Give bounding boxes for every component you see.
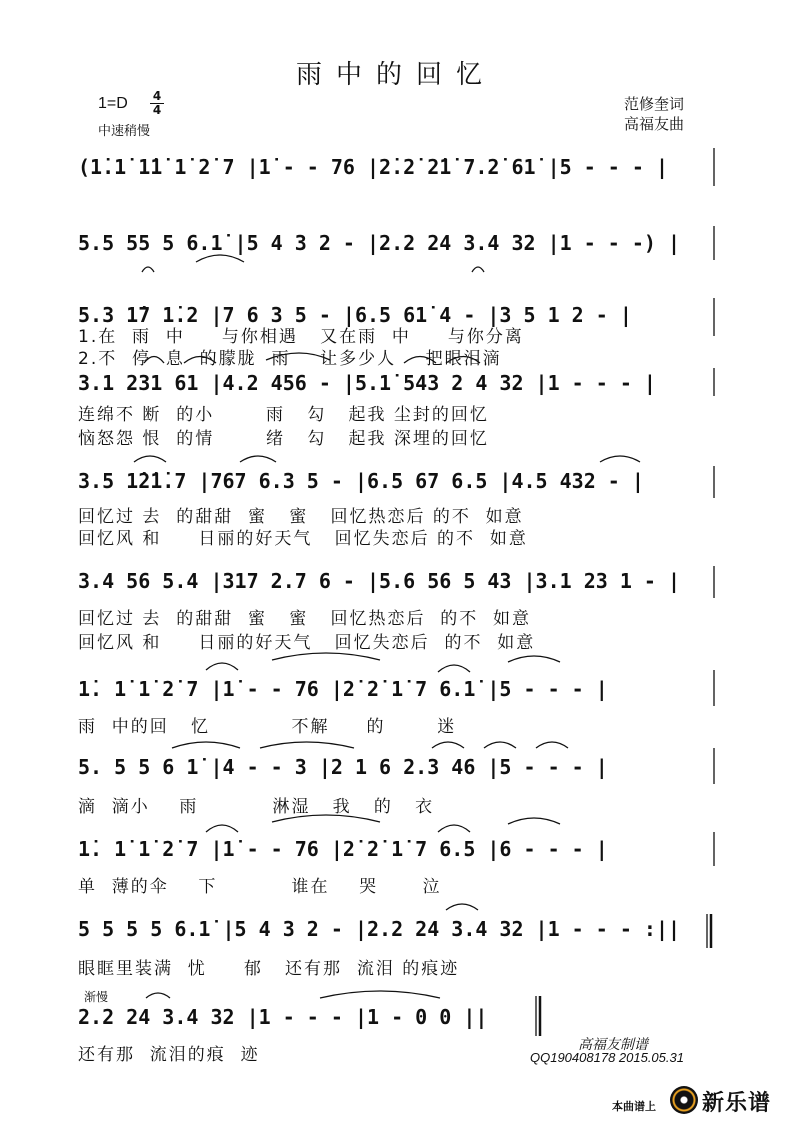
- score-row: 5 5 5 5 6.1̇ |5 4 3 2 - |2.2 24 3.4 32 |1 - - - :||: [78, 917, 681, 941]
- score-row: 3.4 56 5.4 |317 2.7 6 - |5.6 56 5 43 |3.1 23 1 - |: [78, 569, 681, 593]
- lyric-line: 1.在 雨 中 与你相遇 又在雨 中 与你分离: [78, 327, 524, 347]
- score-row: 5.5 55 5 6.1̇ |5 4 3 2 - |2.2 24 3.4 32 |1 - - -) |: [78, 231, 681, 255]
- lyric-line: 回忆过 去 的甜甜 蜜 蜜 回忆热恋后 的不 如意: [78, 507, 524, 527]
- lyric-line: 眼眶里装满 忧 郁 还有那 流泪 的痕迹: [78, 959, 460, 979]
- lyric-line: 恼怒怨 恨 的情 绪 勾 起我 深埋的回忆: [78, 429, 489, 449]
- qq-date: QQ190408178 2015.05.31: [530, 1050, 684, 1065]
- score-row: 1̇. 1̇ 1̇ 2̇ 7 |1̇ - - 76 |2̇ 2̇ 1̇ 7 6.5 |6 - - - |: [78, 837, 608, 861]
- score-row: 5. 5 5 6 1̇ |4 - - 3 |2 1 6 2.3 46 |5 - - - |: [78, 755, 608, 779]
- site-logo-text[interactable]: 新乐谱: [702, 1091, 772, 1116]
- disc-logo-icon: [670, 1086, 698, 1114]
- time-signature-bottom: 4: [150, 103, 164, 117]
- score-row: 3.5 1̇2̇1̇.7 |767 6.3 5 - |6.5 67 6.5 |4.5 432 - |: [78, 469, 644, 493]
- lyric-line: 2.不 停 息 的朦胧 雨 让多少人 把眼泪滴: [78, 349, 502, 369]
- score-row: 3.1 231 61 |4.2 456 - |5.1̇ 543 2 4 32 |1 - - - |: [78, 371, 656, 395]
- score-row: 5.3 1̇7 1̇.2 |7 6 3 5 - |6.5 61̇ 4 - |3 5 1 2 - |: [78, 303, 632, 327]
- page-title: 雨中的回忆: [295, 60, 496, 90]
- lyric-line: 滴 滴小 雨 淋湿 我 的 衣: [78, 797, 435, 817]
- arranger-credit: 高福友制谱: [578, 1037, 648, 1053]
- key-signature: 1=D: [98, 95, 128, 112]
- lyric-line: 连绵不 断 的小 雨 勾 起我 尘封的回忆: [78, 405, 489, 425]
- composer: 高福友曲: [624, 115, 685, 133]
- lyric-line: 单 薄的伞 下 谁在 哭 泣: [78, 877, 442, 897]
- lyric-line: 雨 中的回 忆 不解 的 迷: [78, 717, 457, 737]
- tempo-marking: 中速稍慢: [98, 124, 151, 139]
- lyric-line: 还有那 流泪的痕 迹: [78, 1045, 260, 1065]
- score-row: (1̇.1̇ 1̇1̇ 1̇ 2̇ 7 |1̇ - - 76 |2̇.2̇ 2̇1̇ 7.2̇ 61̇ |5 - - - |: [78, 155, 669, 179]
- lyric-line: 回忆风 和 日丽的好天气 回忆失恋后 的不 如意: [78, 529, 528, 549]
- lyric-line: 回忆过 去 的甜甜 蜜 蜜 回忆热恋后 的不 如意: [78, 609, 532, 629]
- score-row: 2.2 24 3.4 32 |1 - - - |1 - 0 0 ||: [78, 1005, 488, 1029]
- time-signature-top: 4: [152, 89, 162, 103]
- footer-label: 本曲谱上: [612, 1100, 656, 1113]
- score-row: 1̇. 1̇ 1̇ 2̇ 7 |1̇ - - 76 |2̇ 2̇ 1̇ 7 6.1̇ |5 - - - |: [78, 677, 608, 701]
- lyricist: 范修奎词: [624, 95, 685, 113]
- tempo-change-mark: 渐慢: [84, 990, 109, 1004]
- lyric-line: 回忆风 和 日丽的好天气 回忆失恋后 的不 如意: [78, 633, 536, 653]
